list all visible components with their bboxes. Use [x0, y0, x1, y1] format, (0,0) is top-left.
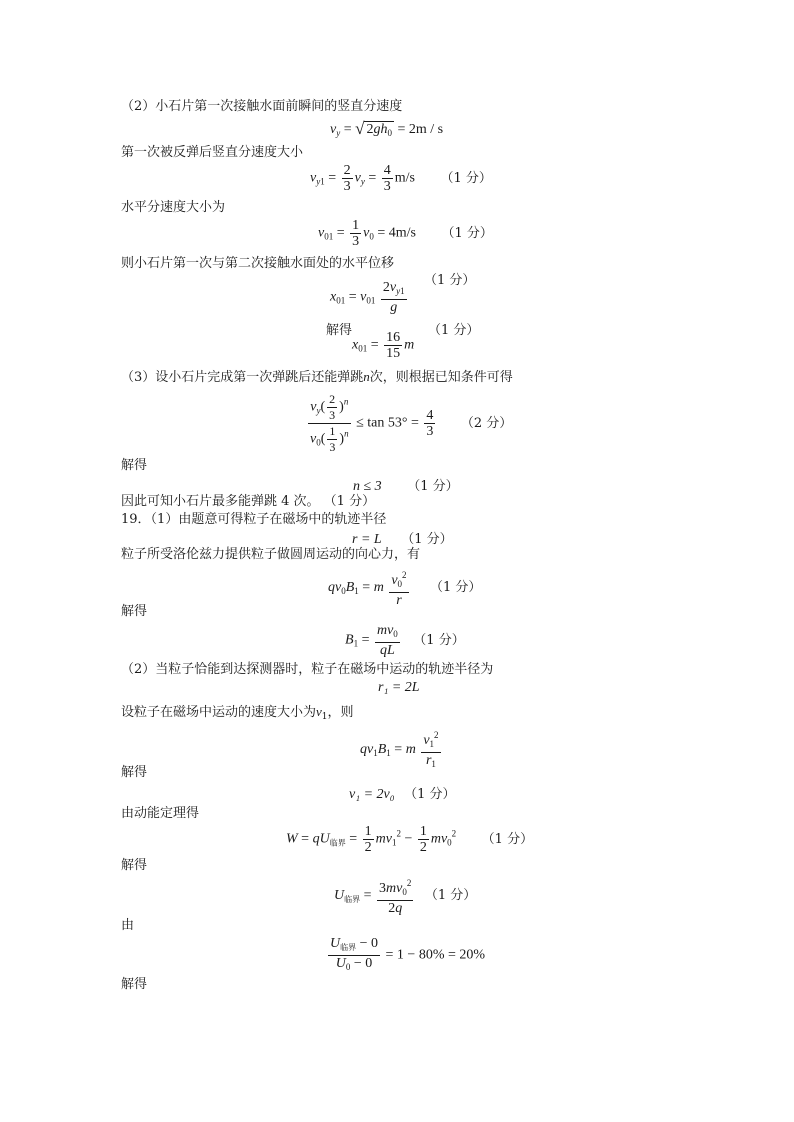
equation-lorentz: $qv_0B_1 = m$ $\frac{v_0^2}{r}$ （1 分） — [328, 570, 482, 608]
equation-v01: $v_{01}$ = $\frac{1}{3}$ $v_0 = 4m/s$ （1 分） — [318, 218, 493, 249]
score-label: （1 分） — [430, 580, 482, 596]
score-label: （1 分） — [440, 170, 492, 186]
text-line: 解得 — [121, 458, 148, 473]
text-line: 解得 — [121, 858, 148, 873]
score-label: （1 分） — [404, 787, 456, 802]
equation-r — [352, 528, 453, 548]
score-label: （2 分） — [460, 415, 513, 431]
equation-v1 — [349, 783, 456, 803]
text-fragment: （3）设小石片完成第一次弹跳后还能弹跳 — [121, 370, 364, 385]
text-line: 解得 — [326, 323, 353, 338]
score-label: （1 分） — [441, 225, 493, 241]
text-fragment: 设粒子在磁场中运动的速度大小为 — [121, 705, 317, 720]
score-label: （1 分） — [428, 323, 480, 338]
equation-tan-text: ≤ tan 53° = — [356, 415, 419, 431]
text-line: （2）小石片第一次接触水面前瞬间的竖直分速度 — [121, 99, 403, 114]
text-fragment: ，则 — [327, 705, 354, 720]
equation-n-text: n ≤ 3 — [353, 479, 382, 494]
equation-vy1: $v_{y1}$ = $\frac{2}{3}$ $v_y$ = $\frac{4}{3}$ m/s （1 分） — [310, 163, 492, 194]
equation-x01: $x_{01} = v_{01}$ $\frac{2v_{y1}}{g}$ — [330, 280, 405, 315]
text-line: 由 — [121, 918, 135, 933]
equation-v1-text: v₁ = 2v₀ — [349, 787, 395, 802]
equation-x01-result: $x_{01}$ = $\frac{16}{15}$ m — [352, 330, 415, 361]
equation-work-energy: $W = qU_{临界}$ = $\frac{1}{2}$ $mv_1^2$ − $\frac{1}{2}$ $mv_0^2$ （1 分） — [286, 824, 534, 855]
score-label: （1 分） — [407, 479, 459, 494]
text-line: 则小石片第一次与第二次接触水面处的水平位移 — [121, 256, 395, 271]
text-line: （3）设小石片完成第一次弹跳后还能弹跳n次，则根据已知条件可得 — [121, 369, 513, 385]
equation-r1 — [378, 680, 420, 696]
equation-r1-text: r₁ = 2L — [378, 680, 420, 695]
equation-B1: $B_1$ = $\frac{mv_0}{qL}$ （1 分） — [345, 623, 465, 658]
equation-percent: $\frac{U_{临界} - 0}{U_0 - 0}$ = 1 − 80% = 20% — [330, 936, 486, 972]
equation-U-critical: $U_{临界}$ = $\frac{3mv_0^2}{2q}$ （1 分） — [334, 878, 477, 916]
text-line: 19．（1）由题意可得粒子在磁场中的轨迹半径 — [121, 512, 387, 527]
equation-bounce-condition: $v_y$( $\frac{2}{3}$ )$^n$ $v_0$( $\frac{1}{3}$ )$^n$ ≤ tan 53° = $\frac{4}{3}$ （2 分） — [310, 392, 513, 454]
score-label: （1 分） — [401, 532, 453, 547]
text-line: 解得 — [121, 765, 148, 780]
score-label: （1 分） — [424, 888, 477, 904]
text-line: 解得 — [121, 977, 148, 992]
equation-vy1-unit: m/s — [394, 170, 415, 186]
score-label: （1 分） — [424, 273, 476, 288]
score-label: （1 分） — [481, 831, 534, 847]
text-line: 粒子所受洛伦兹力提供粒子做圆周运动的向心力，有 — [121, 547, 421, 562]
equation-lorentz-v1: $qv_1B_1 = m$ $\frac{v_1^2}{r_1}$ — [360, 730, 439, 769]
text-line: 因此可知小石片最多能弹跳 4 次。 （1 分） — [121, 494, 376, 509]
text-line: 第一次被反弹后竖直分速度大小 — [121, 145, 304, 160]
equation-n — [353, 475, 459, 495]
equation-percent-text: = 1 − 80% = 20% — [385, 947, 486, 963]
critical-subscript: 临界 — [344, 895, 361, 905]
text-line: 解得 — [121, 604, 148, 619]
equation-vy: $v_y$ = √ $2gh_0 = 2m / s$ — [330, 119, 444, 138]
text-line: 由动能定理得 — [121, 806, 200, 821]
equation-vy-value: = 2m / s — [397, 122, 444, 137]
critical-subscript: 临界 — [329, 838, 346, 848]
equation-v01-value: = 4m/s — [377, 225, 416, 241]
critical-subscript: 临界 — [340, 943, 357, 952]
text-line: 水平分速度大小为 — [121, 200, 226, 215]
text-line: 设粒子在磁场中运动的速度大小为$v_1$，则 — [121, 704, 354, 722]
score-label: （1 分） — [413, 632, 465, 648]
text-fragment: 次，则根据已知条件可得 — [369, 370, 513, 385]
text-line: （2）当粒子恰能到达探测器时，粒子在磁场中运动的轨迹半径为 — [121, 662, 494, 677]
equation-r-text: r = L — [352, 532, 382, 547]
